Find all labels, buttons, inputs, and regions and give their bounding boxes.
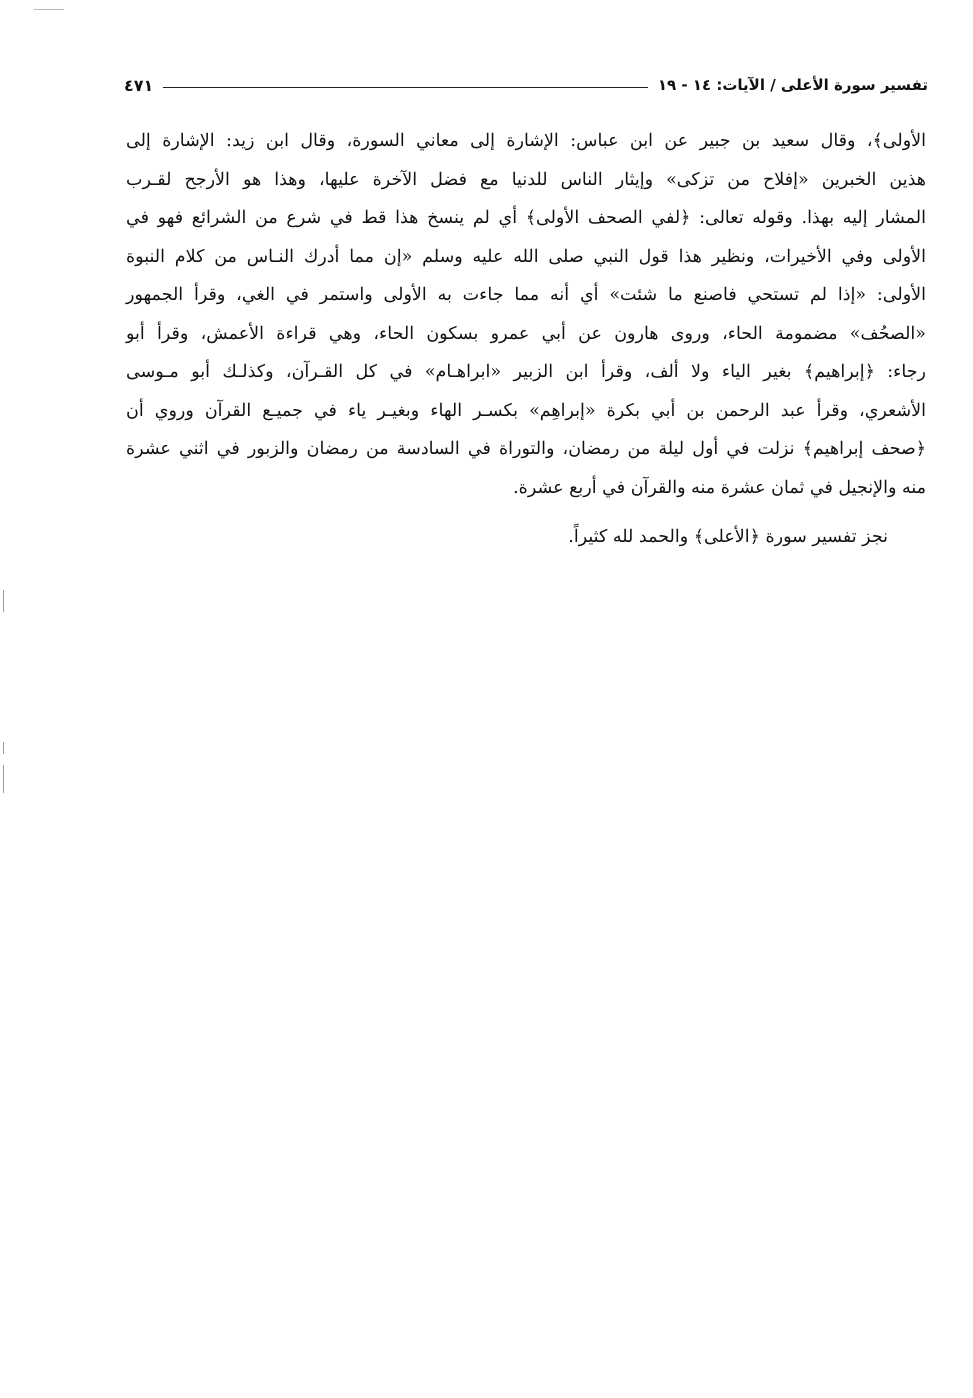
scan-artifact-dash [34,9,64,10]
text-line: الأولى وفي الأخيرات، ونظير هذا قول النبي صلى الله عليه وسلم «إن مما أدرك النـاس من كلام النبوة [126,246,926,267]
text-line: ﴿صحف إبراهيم﴾ نزلت في أول ليلة من رمضان، والتوراة في السادسة من رمضان والزبور في اثني عشرة [126,439,926,459]
page-number: ٤٧١ [124,75,154,95]
text-line: الأشعري، وقرأ عبد الرحمن بن أبي بكرة «إبراهِم» بكسـر الهاء وبغيـر ياء في جميـع القرآن وروي أن [126,400,926,421]
closing-line: نجز تفسير سورة ﴿الأعلى﴾ والحمد لله كثيراً. [568,527,888,547]
text-line: «الصحُف» مضمومة الحاء، وروى هارون عن أبي عمرو بسكون الحاء، وهي قراءة الأعمش، وقرأ أبو [126,323,926,344]
text-line: الأولى﴾، وقال سعيد بن جبير عن ابن عباس: الإشارة إلى معاني السورة، وقال ابن زيد: الإشارة إلى [126,131,926,151]
scan-artifact-mark [3,742,4,754]
scan-artifact-mark [3,765,4,793]
running-header-title: تفسير سورة الأعلى / الآيات: ١٤ - ١٩ [657,76,928,94]
running-header [124,70,928,100]
text-line: الأولى: «إذا لم تستحي فاصنع ما شئت» أي أنه مما جاءت به الأولى واستمر في الغي، وقرأ الجمهور [126,285,926,305]
scan-artifact-mark [3,590,4,612]
text-line: المشار إليه بهذا. وقوله تعالى: ﴿لفي الصحف الأولى﴾ أي لم ينسخ هذا قط في شرع من الشرائع فهو في [126,208,926,228]
header-rule [163,87,648,88]
text-line: منه والإنجيل في ثمان عشرة منه والقرآن في أربع عشرة. [513,477,926,498]
body-paragraph [126,122,926,507]
text-line: هذين الخبرين «إفلاح من تزكى» وإيثار الناس للدنيا مع فضل الآخرة عليها، وهذا هو الأرجح لقـرب [126,169,926,190]
text-line: رجاء: ﴿إبراهيم﴾ بغير الياء ولا ألف، وقرأ ابن الزبير «ابراهـام» في كل القـرآن، وكذلـك أبو مـوسى [126,362,926,382]
